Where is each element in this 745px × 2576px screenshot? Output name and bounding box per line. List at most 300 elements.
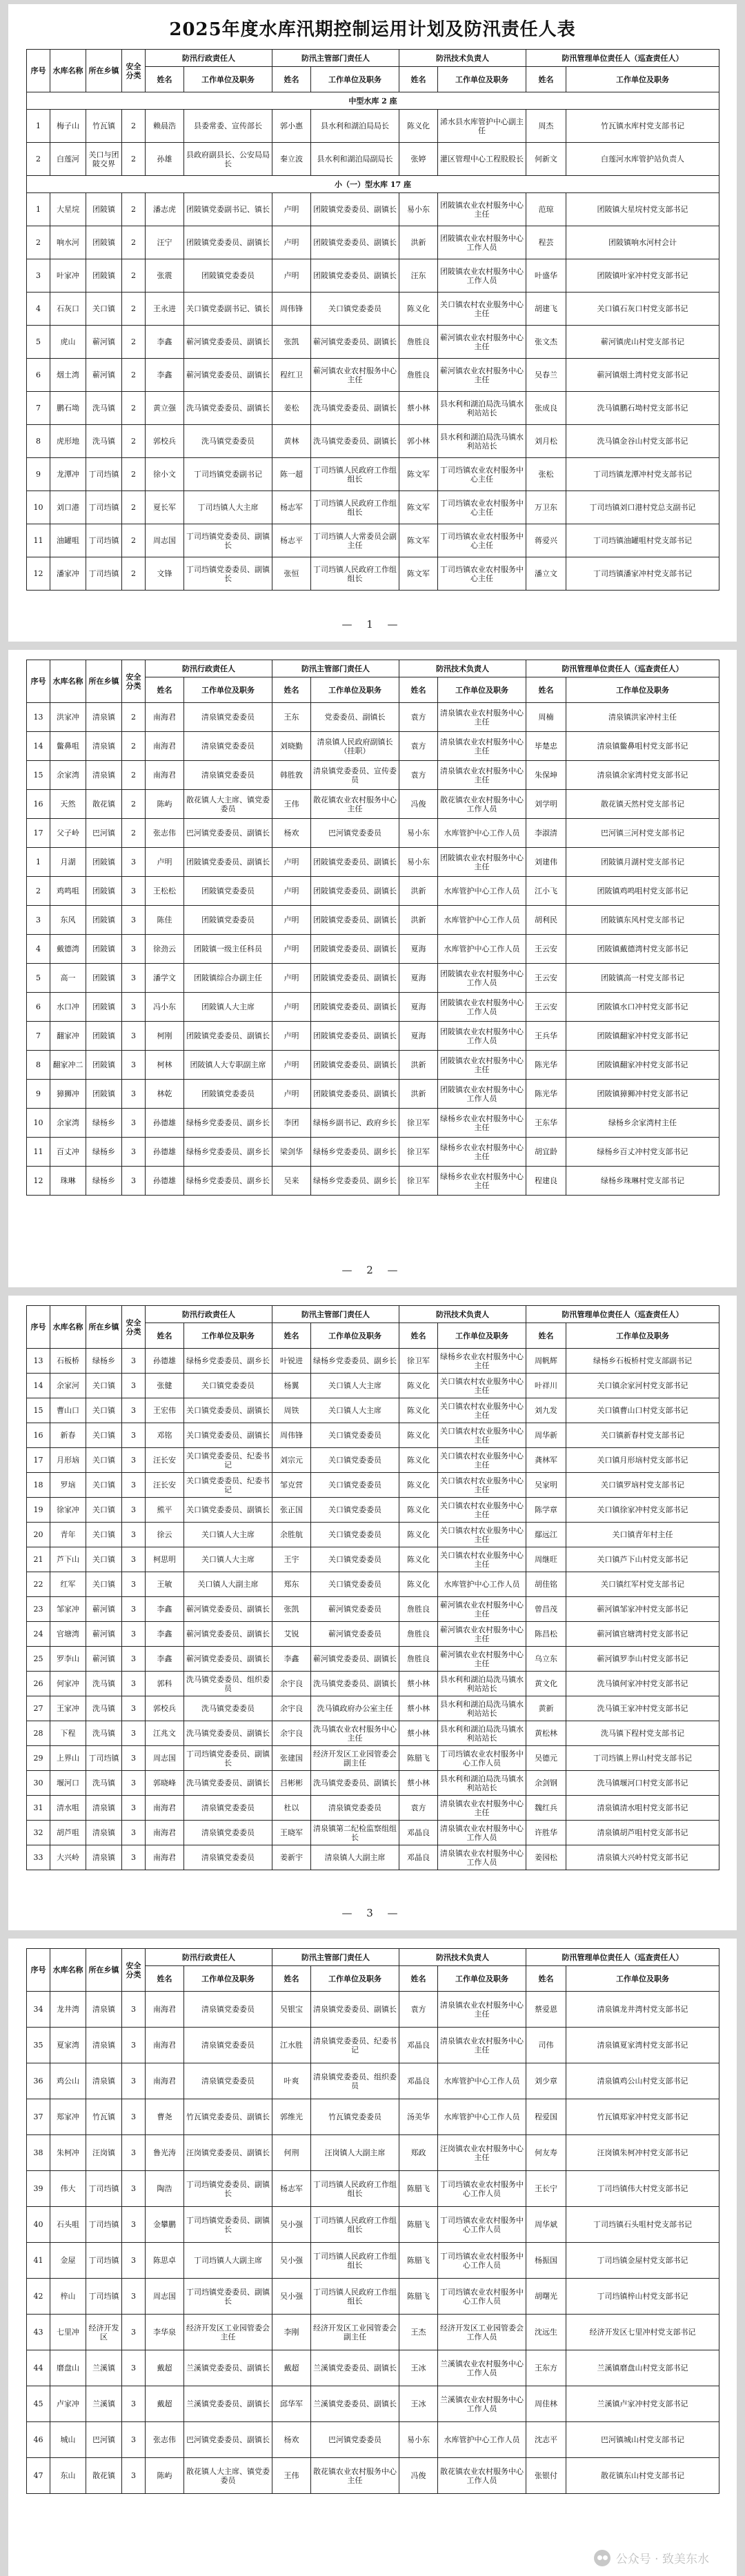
cell-admin-unit: 丁司垱镇党委委员、副镇长	[184, 1746, 272, 1771]
cell-tech-unit: 水库管护中心工作人员	[438, 2422, 526, 2458]
table-row	[27, 392, 719, 425]
cell-mgmt-name: 姜园松	[526, 1845, 566, 1870]
cell-town: 团陂镇	[86, 964, 122, 993]
cell-town: 蕲河镇	[86, 359, 122, 392]
cell-dept-unit: 兰溪镇党委委员、副镇长	[311, 2350, 399, 2386]
cell-safety: 3	[122, 1398, 146, 1423]
cell-tech-unit: 清泉镇农业农村服务中心主任	[438, 1796, 526, 1821]
cell-dept-unit: 洗马镇党委委员、副镇长	[311, 425, 399, 458]
header-unit: 工作单位及职务	[566, 1966, 719, 1992]
header-name: 姓名	[399, 677, 438, 703]
cell-reservoir: 卢家冲	[50, 2386, 86, 2422]
header-name: 姓名	[526, 67, 566, 92]
cell-dept-name: 周铁	[272, 1398, 311, 1423]
cell-dept-name: 杨欢	[272, 819, 311, 848]
table-row	[27, 110, 719, 143]
header-name: 姓名	[399, 67, 438, 92]
header-town: 所在乡镇	[86, 1306, 122, 1349]
cell-tech-unit: 团陂镇农业农村服务中心主任	[438, 193, 526, 226]
cell-dept-unit: 团陂镇党委委员、副镇长	[311, 964, 399, 993]
cell-dept-unit: 洗马镇政府办公室主任	[311, 1696, 399, 1721]
cell-admin-unit: 关口镇党委委员、副镇长	[184, 1498, 272, 1523]
header-name: 姓名	[526, 1323, 566, 1349]
cell-admin-name: 江兆文	[146, 1721, 184, 1746]
cell-safety: 2	[122, 819, 146, 848]
cell-mgmt-unit: 清泉镇鸡公山村党支部书记	[566, 2063, 719, 2099]
cell-dept-unit: 巴河镇党委委员	[311, 2422, 399, 2458]
header-row	[27, 1306, 719, 1323]
header-row	[27, 660, 719, 677]
cell-town: 丁司垱镇	[86, 524, 122, 557]
cell-dept-name: 余胜航	[272, 1523, 311, 1547]
cell-dept-name: 戴超	[272, 2350, 311, 2386]
cell-safety: 2	[122, 790, 146, 819]
cell-mgmt-name: 范琼	[526, 193, 566, 226]
cell-tech-name: 陈义化	[399, 1473, 438, 1498]
cell-reservoir: 梅子山	[50, 110, 86, 143]
page-number: — 1 —	[341, 618, 404, 631]
header-mgmt: 防汛管理单位责任人（巡查责任人）	[526, 50, 719, 67]
cell-admin-name: 徐小文	[146, 458, 184, 491]
cell-town: 团陂镇	[86, 877, 122, 906]
cell-mgmt-unit: 绿杨乡石板桥村党支部副书记	[566, 1349, 719, 1374]
cell-mgmt-name: 朱保坤	[526, 761, 566, 790]
cell-mgmt-name: 胡宜龄	[526, 1138, 566, 1167]
cell-dept-name: 姜新宇	[272, 1845, 311, 1870]
cell-tech-unit: 丁司垱镇农业农村服务中心主任	[438, 524, 526, 557]
header-tech: 防汛技术负责人	[399, 1949, 526, 1966]
cell-tech-name: 袁方	[399, 732, 438, 761]
cell-reservoir: 余家湾	[50, 761, 86, 790]
cell-dept-unit: 洗马镇党委委员、副镇长	[311, 1672, 399, 1696]
cell-dept-name: 卢明	[272, 848, 311, 877]
cell-mgmt-unit: 丁司垱镇伟大村党支部书记	[566, 2171, 719, 2207]
cell-tech-unit: 关口镇农村农业服务中心主任	[438, 1374, 526, 1398]
cell-admin-unit: 洗马镇党委委员、副镇长	[184, 392, 272, 425]
table-row	[27, 1597, 719, 1622]
cell-mgmt-unit: 团陂镇响水河村会计	[566, 226, 719, 259]
cell-safety: 3	[122, 1821, 146, 1845]
cell-safety: 3	[122, 2350, 146, 2386]
cell-no: 40	[27, 2207, 50, 2243]
cell-tech-unit: 清泉镇农业农村服务中心主任	[438, 2028, 526, 2063]
cell-dept-name: 杨志军	[272, 2171, 311, 2207]
table-row	[27, 1572, 719, 1597]
cell-town: 清泉镇	[86, 1821, 122, 1845]
cell-mgmt-name: 王东方	[526, 2350, 566, 2386]
header-dept: 防汛主管部门责任人	[272, 50, 399, 67]
cell-safety: 3	[122, 1423, 146, 1448]
cell-no: 15	[27, 1398, 50, 1423]
cell-no: 45	[27, 2386, 50, 2422]
cell-admin-unit: 经济开发区工业园管委会主任	[184, 2315, 272, 2350]
cell-town: 清泉镇	[86, 2063, 122, 2099]
cell-mgmt-unit: 清泉镇余家湾村党支部书记	[566, 761, 719, 790]
cell-safety: 3	[122, 1796, 146, 1821]
cell-safety: 3	[122, 1473, 146, 1498]
cell-dept-unit: 洗马镇党委委员、副镇长	[311, 392, 399, 425]
cell-town: 蕲河镇	[86, 1622, 122, 1647]
cell-admin-unit: 团陂镇党委副书记、镇长	[184, 193, 272, 226]
cell-town: 散花镇	[86, 2458, 122, 2494]
cell-reservoir: 潘家冲	[50, 557, 86, 591]
cell-mgmt-name: 陈光华	[526, 1080, 566, 1109]
cell-mgmt-unit: 团陂镇翻家冲村党支部书记	[566, 1022, 719, 1051]
cell-tech-name: 詹胜良	[399, 1597, 438, 1622]
cell-town: 散花镇	[86, 790, 122, 819]
cell-dept-unit: 蕲河镇党委委员	[311, 1622, 399, 1647]
cell-tech-unit: 丁司垱镇农业农村服务中心工作人员	[438, 2207, 526, 2243]
cell-mgmt-name: 沈远生	[526, 2315, 566, 2350]
cell-reservoir: 磨盘山	[50, 2350, 86, 2386]
cell-reservoir: 鳖鼻咀	[50, 732, 86, 761]
cell-tech-name: 邓晶良	[399, 2063, 438, 2099]
cell-admin-unit: 清泉镇党委委员	[184, 703, 272, 732]
cell-admin-unit: 团陂镇党委委员	[184, 877, 272, 906]
cell-admin-name: 孙德雄	[146, 1349, 184, 1374]
cell-tech-name: 陈腊飞	[399, 2207, 438, 2243]
cell-mgmt-name: 程爱国	[526, 2099, 566, 2135]
cell-tech-unit: 丁司垱镇农业农村服务中心工作人员	[438, 1746, 526, 1771]
cell-dept-unit: 团陂镇党委委员、副镇长	[311, 877, 399, 906]
cell-tech-unit: 团陂镇农业农村服务中心工作人员	[438, 1080, 526, 1109]
cell-mgmt-name: 王云安	[526, 993, 566, 1022]
responsibility-table	[26, 49, 719, 591]
cell-admin-unit: 洗马镇党委委员、组织委员	[184, 1672, 272, 1696]
cell-no: 8	[27, 425, 50, 458]
cell-reservoir: 油罐咀	[50, 524, 86, 557]
header-unit: 工作单位及职务	[184, 677, 272, 703]
cell-dept-name: 杨欢	[272, 2422, 311, 2458]
table-row	[27, 703, 719, 732]
cell-admin-name: 汪宁	[146, 226, 184, 259]
cell-no: 6	[27, 993, 50, 1022]
section-label: 中型水库 2 座	[27, 92, 719, 110]
cell-mgmt-unit: 丁司垱镇刘口港村党总支副书记	[566, 491, 719, 524]
cell-admin-name: 柯思明	[146, 1547, 184, 1572]
cell-admin-name: 林乾	[146, 1080, 184, 1109]
cell-no: 43	[27, 2315, 50, 2350]
cell-admin-unit: 蕲河镇党委委员、副镇长	[184, 1647, 272, 1672]
cell-admin-name: 汪长安	[146, 1448, 184, 1473]
table-row	[27, 2422, 719, 2458]
cell-no: 9	[27, 458, 50, 491]
cell-safety: 3	[122, 2028, 146, 2063]
cell-tech-name: 邓晶良	[399, 2028, 438, 2063]
table-row	[27, 1349, 719, 1374]
header-unit: 工作单位及职务	[311, 677, 399, 703]
cell-mgmt-name: 程芸	[526, 226, 566, 259]
cell-tech-name: 袁方	[399, 1796, 438, 1821]
cell-mgmt-name: 周华斌	[526, 2207, 566, 2243]
cell-admin-name: 王宏伟	[146, 1398, 184, 1423]
cell-no: 26	[27, 1672, 50, 1696]
cell-safety: 3	[122, 1672, 146, 1696]
header-town: 所在乡镇	[86, 1949, 122, 1992]
cell-safety: 2	[122, 524, 146, 557]
cell-dept-unit: 关口镇党委委员	[311, 1523, 399, 1547]
table-row	[27, 761, 719, 790]
table-row	[27, 2135, 719, 2171]
header-admin: 防汛行政责任人	[146, 1949, 272, 1966]
cell-no: 2	[27, 143, 50, 176]
cell-safety: 3	[122, 1022, 146, 1051]
cell-reservoir: 余家湾	[50, 1109, 86, 1138]
cell-dept-name: 周伟锋	[272, 293, 311, 326]
cell-mgmt-unit: 绿杨乡余家湾村主任	[566, 1109, 719, 1138]
cell-admin-unit: 团陂镇综合办副主任	[184, 964, 272, 993]
cell-mgmt-unit: 汪岗镇朱柯冲村党支部书记	[566, 2135, 719, 2171]
cell-safety: 3	[122, 848, 146, 877]
watermark	[594, 2549, 709, 2566]
cell-mgmt-name: 吴春兰	[526, 359, 566, 392]
cell-tech-unit: 水库管护中心工作人员	[438, 819, 526, 848]
cell-mgmt-unit: 绿杨乡百丈冲村党支部书记	[566, 1138, 719, 1167]
cell-town: 关口镇	[86, 1398, 122, 1423]
cell-reservoir: 百丈冲	[50, 1138, 86, 1167]
cell-town: 洗马镇	[86, 1672, 122, 1696]
cell-admin-unit: 清泉镇党委委员	[184, 1992, 272, 2028]
cell-admin-unit: 散花镇人大主席、镇党委委员	[184, 2458, 272, 2494]
cell-admin-unit: 绿杨乡党委委员、副乡长	[184, 1138, 272, 1167]
cell-tech-name: 冯俊	[399, 790, 438, 819]
header-safety: 安全分类	[122, 660, 146, 703]
cell-no: 24	[27, 1622, 50, 1647]
cell-tech-name: 袁方	[399, 703, 438, 732]
cell-dept-unit: 团陂镇党委委员、副镇长	[311, 906, 399, 935]
cell-tech-unit: 蕲河镇农业农村服务中心主任	[438, 1647, 526, 1672]
table-row	[27, 2279, 719, 2315]
cell-no: 13	[27, 703, 50, 732]
cell-no: 11	[27, 1138, 50, 1167]
cell-mgmt-name: 张成良	[526, 392, 566, 425]
cell-reservoir: 白莲河	[50, 143, 86, 176]
header-dept: 防汛主管部门责任人	[272, 660, 399, 677]
cell-admin-unit: 团陂镇党委委员、副镇长	[184, 226, 272, 259]
cell-admin-unit: 洗马镇党委委员、副镇长	[184, 1721, 272, 1746]
cell-mgmt-unit: 经济开发区七里冲村党支部书记	[566, 2315, 719, 2350]
cell-safety: 3	[122, 1547, 146, 1572]
cell-tech-name: 陈腊飞	[399, 2279, 438, 2315]
cell-reservoir: 虎山	[50, 326, 86, 359]
document-title: 2025年度水库汛期控制运用计划及防汛责任人表	[169, 19, 576, 40]
cell-tech-unit: 清泉镇农业农村服务中心工作人员	[438, 1821, 526, 1845]
cell-safety: 3	[122, 877, 146, 906]
cell-tech-name: 王冰	[399, 2386, 438, 2422]
cell-reservoir: 石板桥	[50, 1349, 86, 1374]
cell-dept-unit: 县水利和湖泊局副局长	[311, 143, 399, 176]
cell-no: 12	[27, 1167, 50, 1196]
table-row	[27, 1080, 719, 1109]
cell-tech-name: 夏海	[399, 1022, 438, 1051]
table-row	[27, 877, 719, 906]
cell-tech-unit: 丁司垱镇农业农村服务中心主任	[438, 557, 526, 591]
table-row	[27, 2386, 719, 2422]
cell-admin-unit: 关口镇党委委员、副镇长	[184, 1423, 272, 1448]
cell-admin-unit: 关口镇党委副书记、镇长	[184, 293, 272, 326]
cell-admin-unit: 蕲河镇党委委员、副镇长	[184, 1597, 272, 1622]
cell-reservoir: 刘口港	[50, 491, 86, 524]
cell-dept-unit: 关口镇党委委员	[311, 293, 399, 326]
cell-mgmt-unit: 蕲河镇邹家冲村党支部书记	[566, 1597, 719, 1622]
cell-reservoir: 上界山	[50, 1746, 86, 1771]
cell-safety: 2	[122, 226, 146, 259]
cell-reservoir: 东风	[50, 906, 86, 935]
cell-mgmt-unit: 洗马镇金谷山村党支部书记	[566, 425, 719, 458]
cell-mgmt-name: 程建良	[526, 1167, 566, 1196]
cell-mgmt-name: 王云安	[526, 964, 566, 993]
cell-safety: 3	[122, 1349, 146, 1374]
cell-mgmt-unit: 清泉镇龙井湾村党支部书记	[566, 1992, 719, 2028]
cell-admin-unit: 汪岗镇党委委员、副镇长	[184, 2135, 272, 2171]
cell-mgmt-name: 张文杰	[526, 326, 566, 359]
cell-safety: 3	[122, 1622, 146, 1647]
cell-tech-unit: 绿杨乡农业农村服务中心主任	[438, 1109, 526, 1138]
cell-mgmt-unit: 清泉镇大兴岭村党支部书记	[566, 1845, 719, 1870]
cell-tech-name: 蔡小林	[399, 1672, 438, 1696]
cell-no: 34	[27, 1992, 50, 2028]
table-row	[27, 1138, 719, 1167]
cell-tech-unit: 蕲河镇农业农村服务中心主任	[438, 326, 526, 359]
header-reservoir: 水库名称	[50, 1949, 86, 1992]
table-row	[27, 425, 719, 458]
watermark-text: 公众号 · 致美东水	[615, 2553, 709, 2566]
header-dept: 防汛主管部门责任人	[272, 1949, 399, 1966]
cell-admin-unit: 绿杨乡党委委员、副乡长	[184, 1109, 272, 1138]
cell-admin-name: 南海君	[146, 703, 184, 732]
table-row	[27, 1845, 719, 1870]
header-town: 所在乡镇	[86, 660, 122, 703]
cell-tech-name: 陈义化	[399, 1374, 438, 1398]
header-name: 姓名	[272, 67, 311, 92]
cell-reservoir: 郑家冲	[50, 2099, 86, 2135]
cell-mgmt-name: 吴家明	[526, 1473, 566, 1498]
cell-dept-name: 卢明	[272, 964, 311, 993]
cell-no: 6	[27, 359, 50, 392]
table-row	[27, 293, 719, 326]
cell-admin-name: 鲁光涛	[146, 2135, 184, 2171]
cell-safety: 2	[122, 557, 146, 591]
cell-admin-unit: 县委常委、宣传部长	[184, 110, 272, 143]
cell-no: 39	[27, 2171, 50, 2207]
header-tech: 防汛技术负责人	[399, 50, 526, 67]
cell-admin-name: 陈屿	[146, 2458, 184, 2494]
cell-tech-name: 陈义化	[399, 1523, 438, 1547]
cell-dept-name: 杨志平	[272, 524, 311, 557]
header-name: 姓名	[146, 1323, 184, 1349]
cell-reservoir: 胡芦咀	[50, 1821, 86, 1845]
cell-admin-unit: 丁司垱镇党委委员、副镇长	[184, 2171, 272, 2207]
table-row	[27, 2028, 719, 2063]
cell-no: 20	[27, 1523, 50, 1547]
cell-dept-name: 卢明	[272, 877, 311, 906]
cell-admin-unit: 团陂镇党委委员、副镇长	[184, 848, 272, 877]
cell-town: 竹瓦镇	[86, 110, 122, 143]
cell-mgmt-unit: 竹瓦镇郑家冲村党支部书记	[566, 2099, 719, 2135]
cell-safety: 3	[122, 2207, 146, 2243]
cell-safety: 3	[122, 1696, 146, 1721]
header-no: 序号	[27, 50, 50, 92]
table-row	[27, 1498, 719, 1523]
cell-safety: 3	[122, 1746, 146, 1771]
cell-admin-unit: 绿杨乡党委委员、副乡长	[184, 1349, 272, 1374]
cell-town: 关口镇	[86, 1473, 122, 1498]
cell-dept-name: 王宇	[272, 1547, 311, 1572]
cell-admin-unit: 关口镇党委委员、副镇长	[184, 1398, 272, 1423]
cell-town: 清泉镇	[86, 2028, 122, 2063]
cell-no: 25	[27, 1647, 50, 1672]
cell-tech-unit: 蕲河镇农业农村服务中心主任	[438, 359, 526, 392]
cell-dept-name: 张凯	[272, 326, 311, 359]
cell-reservoir: 城山	[50, 2422, 86, 2458]
cell-no: 13	[27, 1349, 50, 1374]
header-unit: 工作单位及职务	[184, 67, 272, 92]
header-name: 姓名	[272, 1966, 311, 1992]
cell-mgmt-unit: 绿杨乡珠琳村党支部书记	[566, 1167, 719, 1196]
cell-admin-name: 李华泉	[146, 2315, 184, 2350]
cell-admin-unit: 清泉镇党委委员	[184, 2028, 272, 2063]
cell-tech-unit: 水库管护中心工作人员	[438, 2099, 526, 2135]
table-row	[27, 259, 719, 293]
cell-mgmt-name: 王东华	[526, 1109, 566, 1138]
cell-mgmt-unit: 关口镇石灰口村党支部书记	[566, 293, 719, 326]
cell-mgmt-name: 陈学章	[526, 1498, 566, 1523]
cell-admin-name: 南海君	[146, 761, 184, 790]
cell-town: 丁司垱镇	[86, 491, 122, 524]
cell-mgmt-name: 黄松林	[526, 1721, 566, 1746]
cell-admin-name: 熊平	[146, 1498, 184, 1523]
header-unit: 工作单位及职务	[184, 1323, 272, 1349]
cell-dept-unit: 蕲河镇党委委员、副镇长	[311, 1647, 399, 1672]
cell-tech-unit: 浠水县水库管护中心副主任	[438, 110, 526, 143]
cell-mgmt-unit: 白莲河水库管护站负责人	[566, 143, 719, 176]
cell-no: 18	[27, 1473, 50, 1498]
cell-reservoir: 金屋	[50, 2243, 86, 2279]
table-row	[27, 458, 719, 491]
cell-no: 4	[27, 935, 50, 964]
cell-no: 41	[27, 2243, 50, 2279]
cell-mgmt-name: 潘立文	[526, 557, 566, 591]
cell-dept-unit: 丁司垱镇人民政府工作组组长	[311, 2171, 399, 2207]
cell-mgmt-unit: 关口镇曹山口村党支部书记	[566, 1398, 719, 1423]
cell-mgmt-name: 刘月松	[526, 425, 566, 458]
cell-dept-name: 郑东	[272, 1572, 311, 1597]
cell-tech-name: 陈腊飞	[399, 2171, 438, 2207]
cell-admin-unit: 蕲河镇党委委员、副镇长	[184, 326, 272, 359]
cell-no: 28	[27, 1721, 50, 1746]
cell-tech-unit: 汪岗镇农业农村服务中心主任	[438, 2135, 526, 2171]
table-row	[27, 1771, 719, 1796]
cell-no: 33	[27, 1845, 50, 1870]
cell-town: 巴河镇	[86, 819, 122, 848]
table-row	[27, 1398, 719, 1423]
table-row	[27, 143, 719, 176]
cell-dept-unit: 经济开发区工业园管委会副主任	[311, 1746, 399, 1771]
cell-no: 3	[27, 259, 50, 293]
table-row	[27, 1672, 719, 1696]
cell-admin-unit: 清泉镇党委委员	[184, 761, 272, 790]
table-row	[27, 2063, 719, 2099]
cell-admin-name: 王松松	[146, 877, 184, 906]
cell-safety: 2	[122, 458, 146, 491]
cell-tech-unit: 团陂镇农业农村服务中心工作人员	[438, 226, 526, 259]
cell-mgmt-name: 胡利民	[526, 906, 566, 935]
cell-dept-unit: 清泉镇党委委员、宣传委员	[311, 761, 399, 790]
cell-mgmt-unit: 蕲河镇烟土湾村党支部书记	[566, 359, 719, 392]
cell-mgmt-unit: 巴河镇城山村党支部书记	[566, 2422, 719, 2458]
cell-safety: 3	[122, 1167, 146, 1196]
cell-mgmt-name: 许胜华	[526, 1821, 566, 1845]
